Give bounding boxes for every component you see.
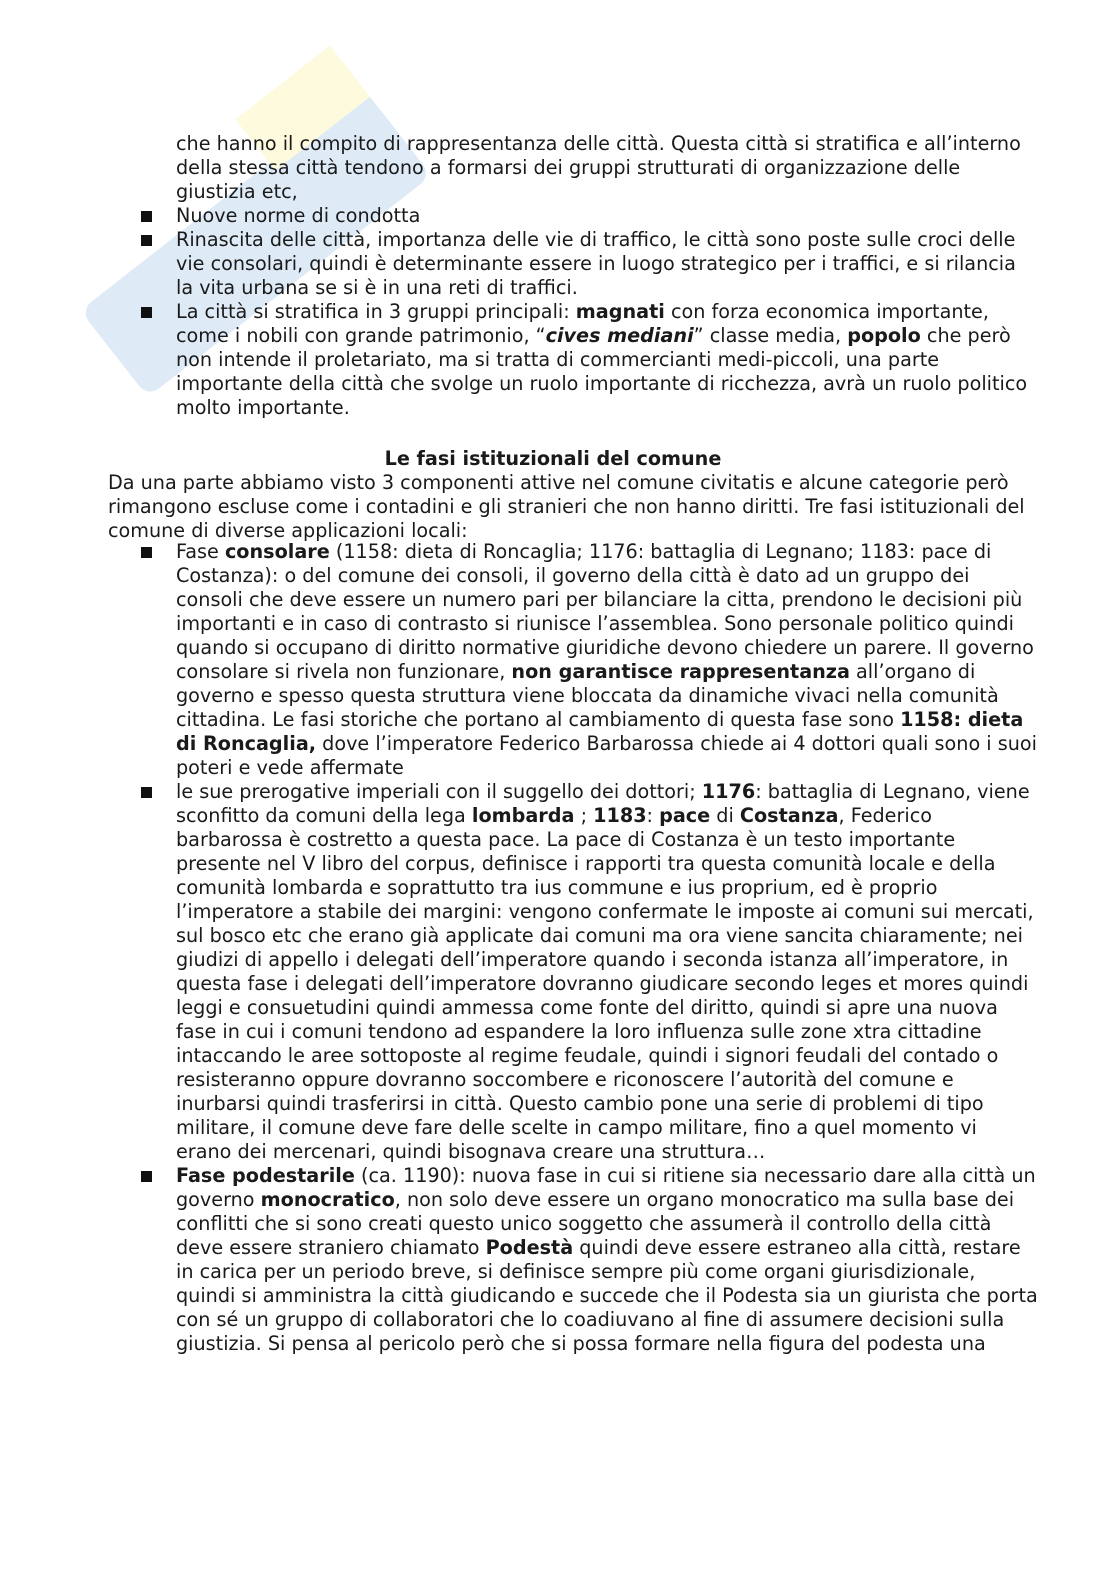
bold-italic-term: cives mediani <box>545 324 694 347</box>
intro-paragraph: che hanno il compito di rappresentanza delle città. Questa città si stratifica e all’interno della stessa città tendono a formarsi dei gruppi strutturati di organizzazione delle giustizia etc, <box>176 132 1021 203</box>
bold-term: 1158: dieta di Roncaglia, <box>176 708 1024 755</box>
square-bullet-icon <box>141 235 152 246</box>
list-item <box>108 300 1038 420</box>
bullet-list-city <box>108 204 1038 420</box>
list-item <box>108 1164 1038 1356</box>
list-item <box>108 780 1038 1164</box>
list-item-text: Fase consolare (1158: dieta di Roncaglia; 1176: battaglia di Legnano; 1183: pace di Costanza): o del comune dei consoli, il governo della città è dato ad un gruppo dei consoli che deve essere un numero pari per bilanciare la citta, prendono le decisioni più importanti e in caso di contrasto si riunisce l’assemblea. Sono personale politico quindi quando si occupano di diritto normative giuridiche devono chiedere un parere. Il governo consolare si rivela non funzionare, non garantisce rappresentanza all’organo di governo e spesso questa struttura viene bloccata da dinamiche vivaci nella comunità cittadina. Le fasi storiche che portano al cambiamento di questa fase sono 1158: dieta di Roncaglia, dove l’imperatore Federico Barbarossa chiede ai 4 dottori quali sono i suoi poteri e vede affermate <box>176 540 1037 779</box>
square-bullet-icon <box>141 307 152 318</box>
square-bullet-icon <box>141 211 152 222</box>
bold-term: Fase podestarile <box>176 1164 355 1187</box>
list-item-text: Rinascita delle città, importanza delle vie di traffico, le città sono poste sulle croci delle vie consolari, quindi è determinante essere in luogo strategico per i traffici, e si rilancia la vita urbana se si è in una reti di traffici. <box>176 228 1016 299</box>
bold-term: 1183 <box>593 804 647 827</box>
bold-term: monocratico <box>260 1188 395 1211</box>
bold-term: Costanza <box>739 804 839 827</box>
section-intro: Da una parte abbiamo visto 3 componenti attive nel comune civitatis e alcune categorie però rimangono escluse come i contadini e gli stranieri che non hanno diritti. Tre fasi istituzionali del comune di diverse applicazioni locali: <box>108 471 1025 542</box>
square-bullet-icon <box>141 787 152 798</box>
list-item-text: Fase podestarile (ca. 1190): nuova fase in cui si ritiene sia necessario dare alla città un governo monocratico, non solo deve essere un organo monocratico ma sulla base dei conflitti che si sono creati questo unico soggetto che assumerà il controllo della città deve essere straniero chiamato Podestà quindi deve essere estraneo alla città, restare in carica per un periodo breve, si definisce sempre più come organi giurisdizionale, quindi si amministra la città giudicando e succede che il Podesta sia un giurista che porta con sé un gruppo di collaboratori che lo coadiuvano al fine di assumere decisioni sulla giustizia. Si pensa al pericolo però che si possa formare nella figura del podesta una <box>176 1164 1038 1355</box>
bold-term: pace <box>659 804 711 827</box>
list-item <box>108 228 1038 300</box>
bold-term: Podestà <box>485 1236 574 1259</box>
bullet-list-phases <box>108 540 1038 1356</box>
bold-term: non garantisce rappresentanza <box>511 660 850 683</box>
list-item <box>108 540 1038 780</box>
bold-term: 1176 <box>701 780 756 803</box>
list-item-text: Nuove norme di condotta <box>176 204 421 227</box>
list-item-text: le sue prerogative imperiali con il suggello dei dottori; 1176: battaglia di Legnano, viene sconfitto da comuni della lega lombarda ; 1183: pace di Costanza, Federico barbarossa è costretto a questa pace. La pace di Costanza è un testo importante presente nel V libro del corpus, definisce i rapporti tra questa comunità locale e della comunità lombarda e soprattutto tra ius commune e ius proprium, ed è proprio l’imperatore a stabile dei margini: vengono confermate le imposte ai comuni sui mercati, sul bosco etc che erano già applicate dai comuni ma ora viene sancita chiaramente; nei giudizi di appello i delegati dell’imperatore quando i seconda istanza all’imperatore, in questa fase i delegati dell’imperatore dovranno giudicare secondo leges et mores quindi leggi e consuetudini quindi ammessa come fonte del diritto, quindi si apre una nuova fase in cui i comuni tendono ad espandere la loro influenza sulle zone xtra cittadine intaccando le aree sottoposte al regime feudale, quindi i signori feudali del contado o resisteranno oppure dovranno soccombere e riconoscere l’autorità del comune e inurbarsi quindi trasferirsi in città. Questo cambio pone una serie di problemi di tipo militare, il comune deve fare delle scelte in campo militare, fino a quel momento vi erano dei mercenari, quindi bisognava creare una struttura… <box>176 780 1034 1163</box>
square-bullet-icon <box>141 547 152 558</box>
list-item <box>108 204 1038 228</box>
intro-continuation <box>176 132 1036 204</box>
bold-term: lombarda <box>471 804 575 827</box>
bold-term: consolare <box>224 540 330 563</box>
section-heading: Le fasi istituzionali del comune <box>384 447 722 470</box>
list-item-text: La città si stratifica in 3 gruppi principali: magnati con forza economica importante, come i nobili con grande patrimonio, “cives mediani” classe media, popolo che però non intende il proletariato, ma si tratta di commercianti medi-piccoli, una parte importante della città che svolge un ruolo importante di ricchezza, avrà un ruolo politico molto importante. <box>176 300 1028 419</box>
bold-term: magnati <box>575 300 665 323</box>
square-bullet-icon <box>141 1171 152 1182</box>
bold-term: popolo <box>847 324 921 347</box>
